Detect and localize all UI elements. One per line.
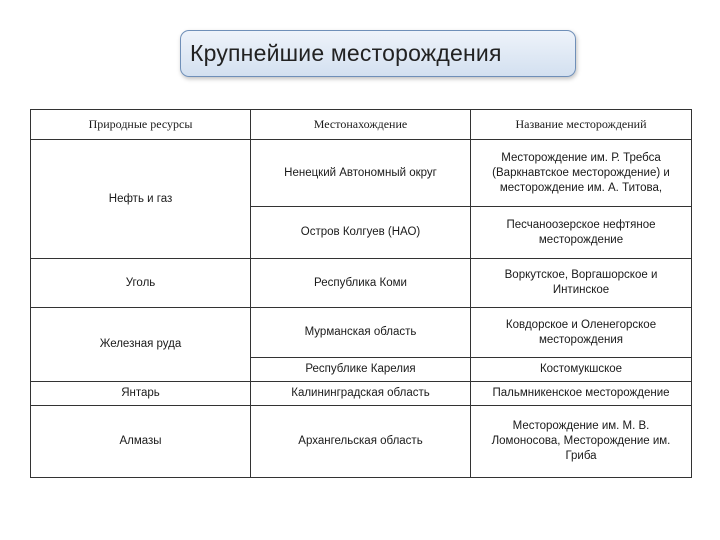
header-resources: Природные ресурсы <box>31 110 251 140</box>
resource-cell-amber: Янтарь <box>31 382 251 406</box>
table-row <box>31 140 692 207</box>
deposit-cell: Месторождение им. М. В. Ломоносова, Месторождение им. Гриба <box>471 406 692 478</box>
location-cell: Калининградская область <box>251 382 471 406</box>
resource-cell-diamonds: Алмазы <box>31 406 251 478</box>
resource-cell-coal: Уголь <box>31 259 251 308</box>
deposit-cell: Костомукшское <box>471 358 692 382</box>
deposits-table <box>30 109 692 478</box>
location-cell: Остров Колгуев (НАО) <box>251 207 471 259</box>
location-cell: Мурманская область <box>251 308 471 358</box>
location-cell: Архангельская область <box>251 406 471 478</box>
table-row <box>31 406 692 478</box>
header-deposit-name: Название месторождений <box>471 110 692 140</box>
location-cell: Республика Коми <box>251 259 471 308</box>
resource-cell-iron-ore: Железная руда <box>31 308 251 382</box>
deposit-cell: Месторождение им. Р. Требса (Варкнавтское месторождение) и месторождение им. А. Титова, <box>471 140 692 207</box>
deposit-cell: Воркутское, Воргашорское и Интинское <box>471 259 692 308</box>
table-row <box>31 382 692 406</box>
slide-title: Крупнейшие месторождения <box>180 30 576 77</box>
deposit-cell: Пальмникенское месторождение <box>471 382 692 406</box>
table-row <box>31 259 692 308</box>
table-row <box>31 308 692 358</box>
location-cell: Республике Карелия <box>251 358 471 382</box>
location-cell: Ненецкий Автономный округ <box>251 140 471 207</box>
deposit-cell: Ковдорское и Оленегорское месторождения <box>471 308 692 358</box>
deposit-cell: Песчаноозерское нефтяное месторождение <box>471 207 692 259</box>
resource-cell-oil-gas: Нефть и газ <box>31 140 251 259</box>
header-location: Местонахождение <box>251 110 471 140</box>
table-header-row <box>31 110 692 140</box>
